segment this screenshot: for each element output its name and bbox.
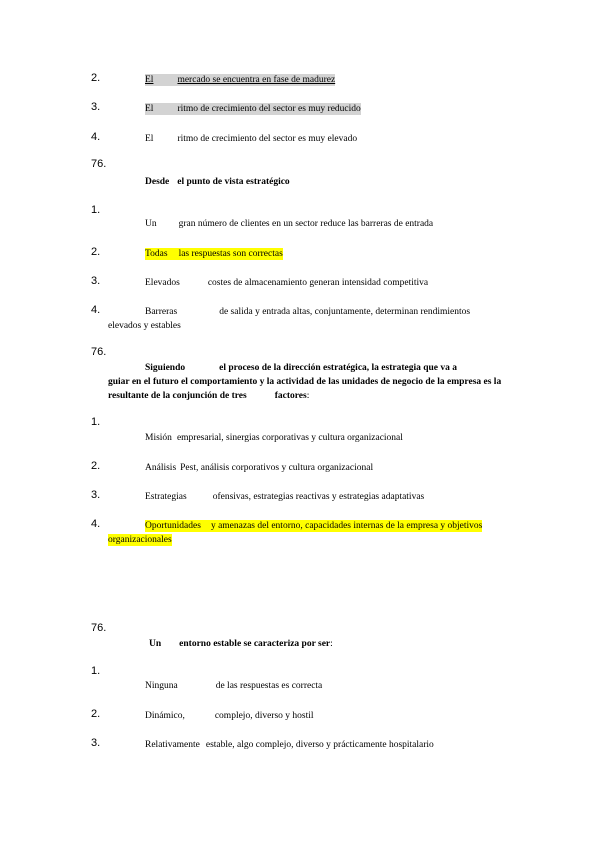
option-text (145, 277, 428, 289)
option-rest: gran número de clientes en un sector reduce las barreras de entrada (178, 219, 434, 229)
option-word: Análisis (145, 463, 177, 473)
option-rest: de las respuestas es correcta (215, 681, 323, 691)
option-word: Un (145, 219, 157, 229)
stem-rest: entorno estable se caracteriza por ser (179, 639, 331, 649)
option-rest: las respuestas son correctas (178, 249, 283, 259)
option-number: 1. (91, 665, 101, 677)
option-word: Relativamente (145, 740, 200, 750)
option-word: Misión (145, 433, 172, 443)
option-word: El (145, 104, 154, 114)
option-rest: ofensivas, estrategias reactivas y estrategias adaptativas (212, 492, 425, 502)
option-word: Dinámico, (145, 711, 185, 721)
stem-text: factores (274, 391, 307, 401)
option-number: 3. (91, 489, 101, 501)
option-rest: ritmo de crecimiento del sector es muy elevado (177, 134, 358, 144)
question-stem (149, 638, 333, 650)
option-word: Estrategias (145, 492, 187, 502)
option-number: 4. (91, 304, 101, 316)
option-rest: costes de almacenamiento generan intensidad competitiva (207, 278, 429, 288)
question-number: 76. (91, 158, 107, 170)
option-text (145, 491, 424, 503)
option-word: El (145, 75, 154, 85)
option-text (145, 739, 434, 751)
option-number: 2. (91, 246, 101, 258)
option-number: 4. (91, 131, 101, 143)
option-continuation-highlighted: organizacionales (108, 535, 172, 545)
option-text (145, 218, 433, 230)
option-number: 1. (91, 416, 101, 428)
stem-word: Un (149, 639, 162, 649)
option-text (145, 680, 322, 692)
option-rest: Pest, análisis corporativos y cultura organizacional (180, 463, 374, 473)
stem-rest: el punto de vista estratégico (177, 177, 290, 187)
option-number: 2. (91, 708, 101, 720)
question-number: 76. (91, 622, 107, 634)
option-number: 3. (91, 101, 101, 113)
stem-word: Desde (145, 177, 170, 187)
question-stem (145, 362, 457, 374)
option-word: Elevados (145, 278, 180, 288)
option-rest: estable, algo complejo, diverso y prácticamente hospitalario (205, 740, 434, 750)
option-number: 4. (91, 518, 101, 530)
option-rest: y amenazas del entorno, capacidades internas de la empresa y objetivos (210, 521, 483, 531)
question-stem-line (108, 390, 309, 402)
option-number: 1. (91, 204, 101, 216)
option-number: 3. (91, 737, 101, 749)
question-stem (145, 176, 290, 188)
stem-rest: el proceso de la dirección estratégica, la estrategia que va a (219, 363, 458, 373)
option-continuation: elevados y estables (108, 321, 181, 331)
option-text-highlighted (145, 74, 335, 86)
option-text-highlighted (145, 103, 361, 115)
option-text (145, 306, 470, 318)
option-text-highlighted (145, 248, 283, 260)
question-number: 76. (91, 346, 107, 358)
option-word: Oportunidades (145, 521, 201, 531)
stem-colon: : (330, 639, 333, 649)
option-text (145, 710, 314, 722)
option-word: El (145, 134, 154, 144)
option-number: 2. (91, 72, 101, 84)
stem-text: resultante de la conjunción de tres (108, 391, 247, 401)
option-rest: complejo, diverso y hostil (214, 711, 314, 721)
option-word: Todas (145, 249, 168, 259)
option-number: 3. (91, 275, 101, 287)
question-stem-line: guiar en el futuro el comportamiento y la actividad de las unidades de negocio de la empresa es la (108, 377, 502, 387)
option-word: Ninguna (145, 681, 178, 691)
option-text (145, 133, 357, 145)
option-rest: ritmo de crecimiento del sector es muy reducido (177, 104, 361, 114)
option-rest: mercado se encuentra en fase de madurez (177, 75, 336, 85)
option-text-highlighted (145, 520, 482, 532)
option-number: 2. (91, 460, 101, 472)
option-rest: empresarial, sinergias corporativas y cultura organizacional (176, 433, 403, 443)
option-text (145, 462, 373, 474)
option-word: Barreras (145, 307, 178, 317)
option-rest: de salida y entrada altas, conjuntamente, determinan rendimientos (219, 307, 471, 317)
option-text (145, 432, 403, 444)
stem-word: Siguiendo (145, 363, 186, 373)
stem-colon: : (306, 391, 310, 401)
